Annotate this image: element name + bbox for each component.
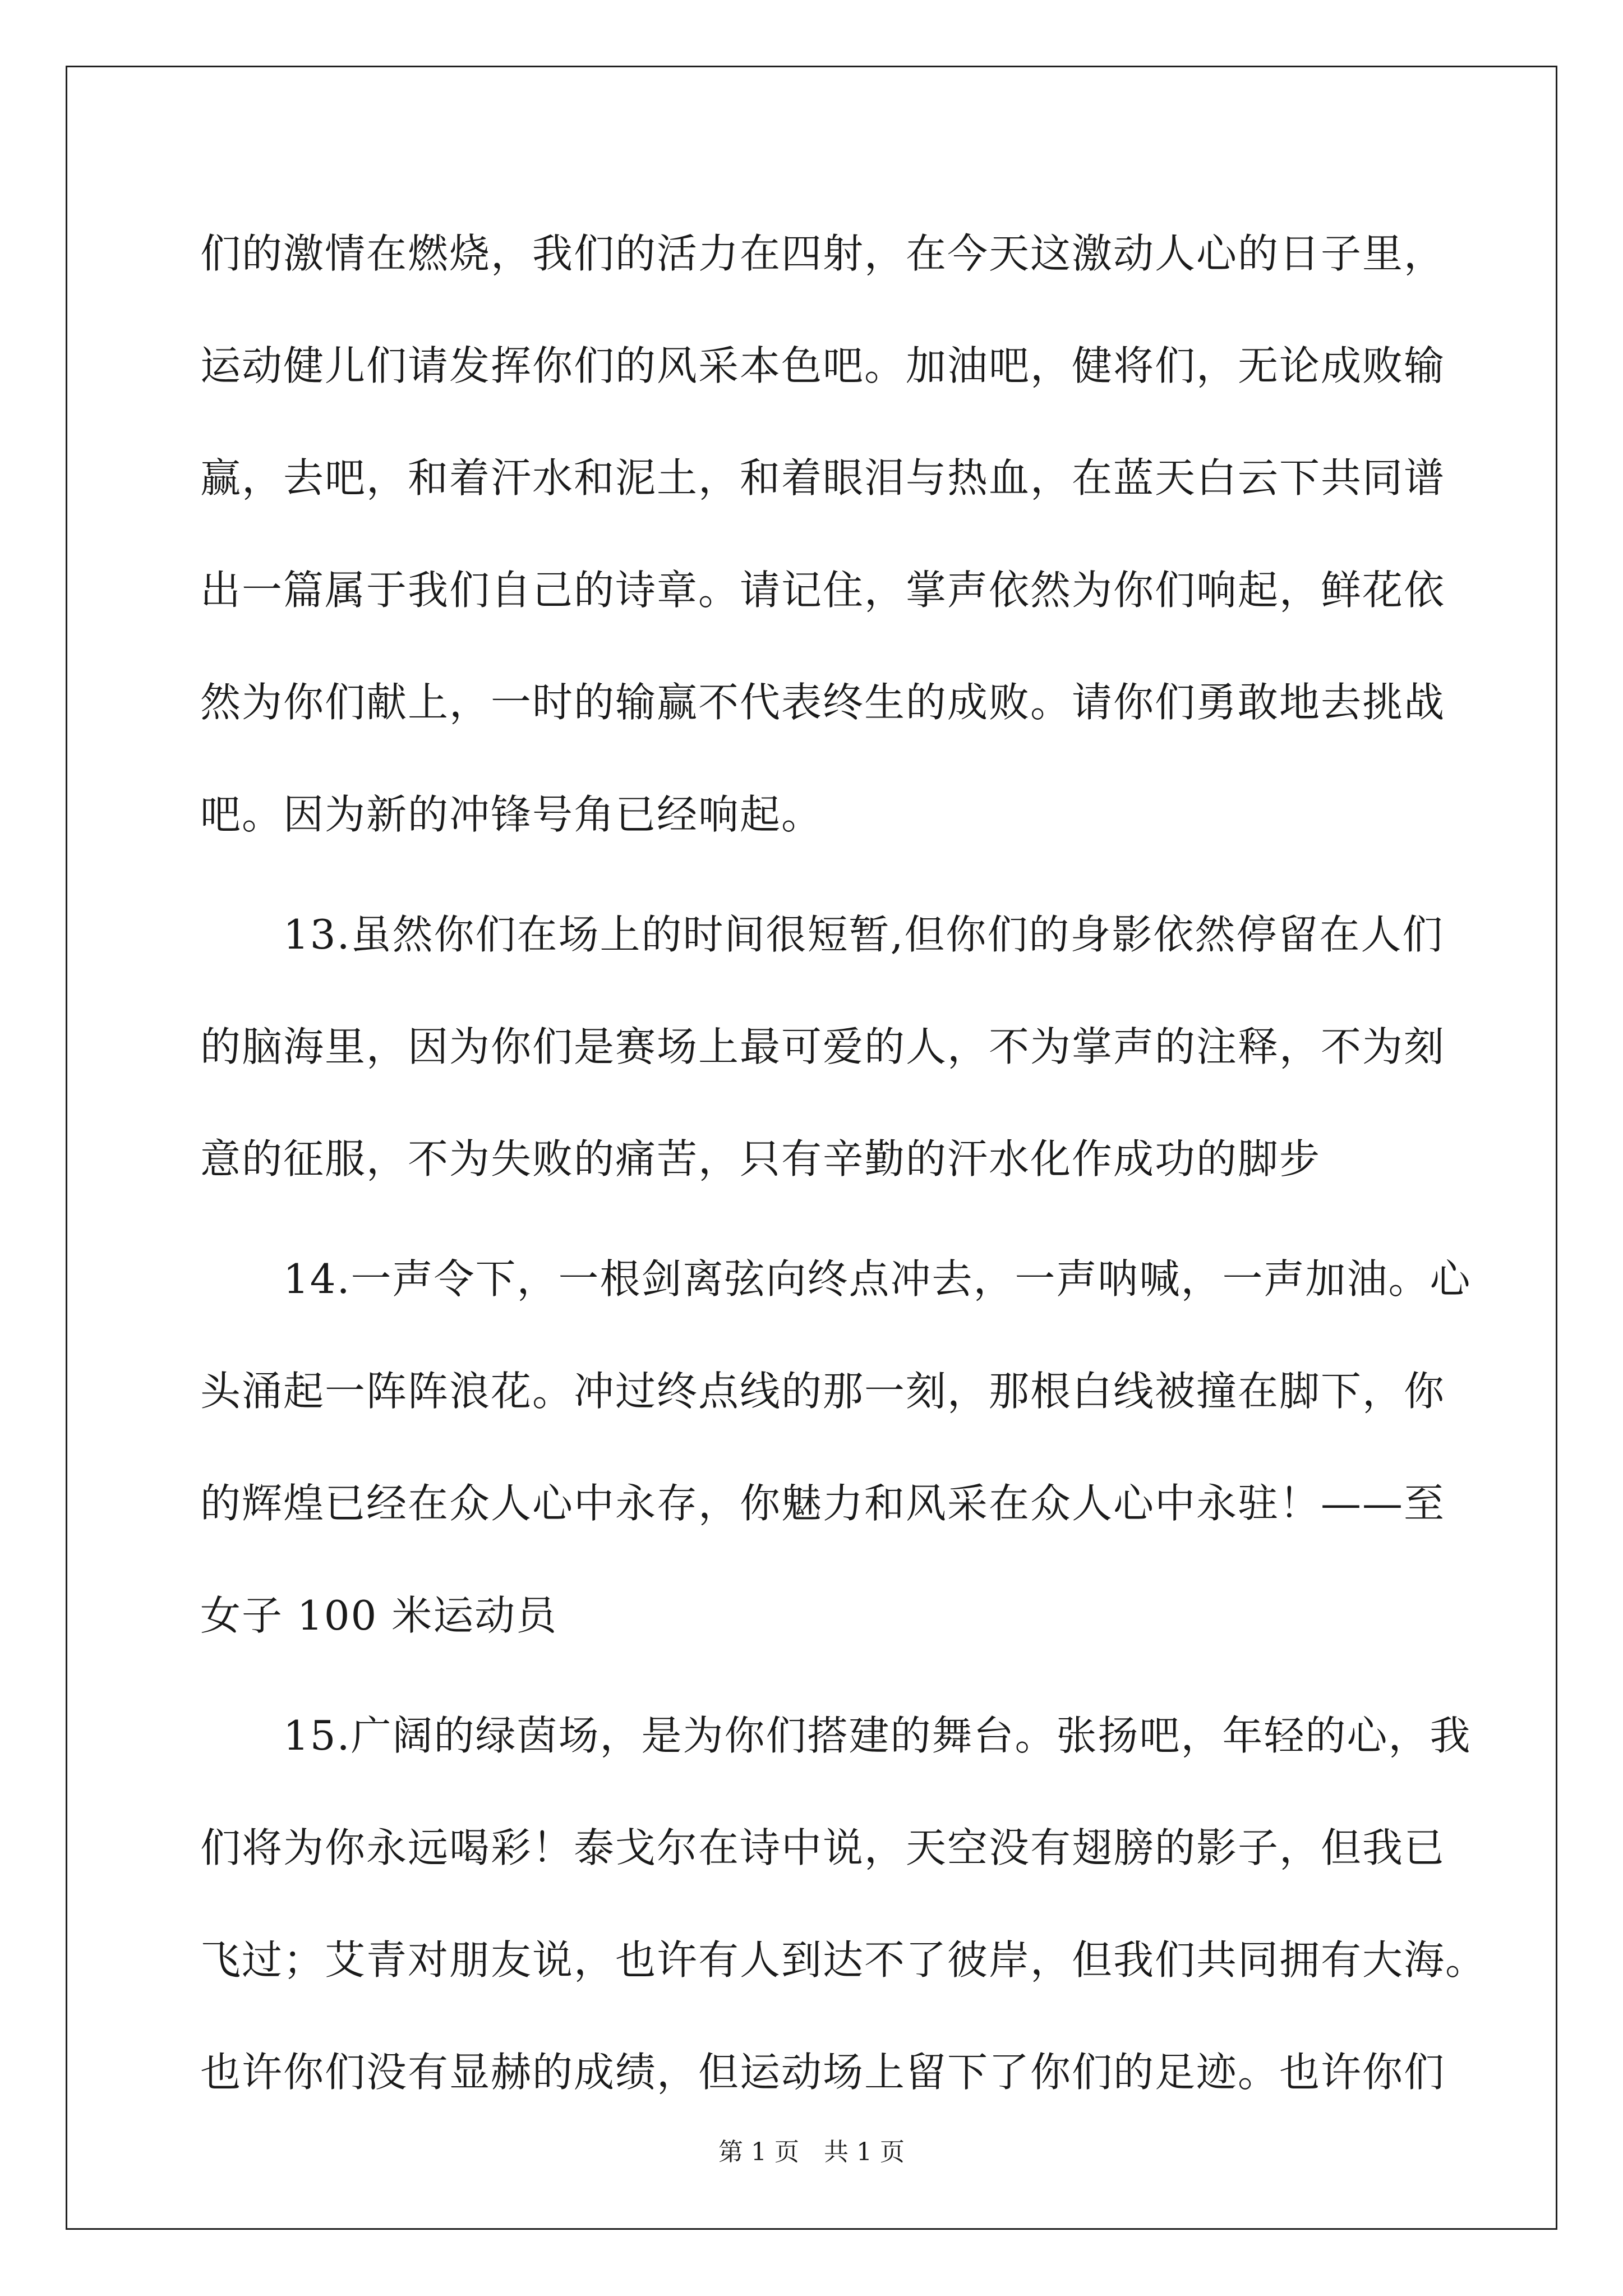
text-line: 13.虽然你们在场上的时间很短暂,但你们的身影依然停留在人们: [200, 911, 1444, 958]
text-line: 的辉煌已经在众人心中永存，你魅力和风采在众人心中永驻！——至: [200, 1480, 1446, 1527]
text-line: 吧。因为新的冲锋号角已经响起。: [200, 791, 823, 838]
page-number-footer: 第 1 页 共 1 页: [718, 2138, 905, 2166]
paragraph-15: [200, 1680, 1487, 2128]
text-line: 飞过；艾青对朋友说，也许有人到达不了彼岸，但我们共同拥有大海。: [200, 1936, 1487, 1984]
document-body: [200, 197, 1487, 2136]
text-line: 女子 100 米运动员: [200, 1592, 558, 1639]
text-line: 出一篇属于我们自己的诗章。请记住，掌声依然为你们响起，鲜花依: [200, 567, 1446, 614]
text-line: 然为你们献上，一时的输赢不代表终生的成败。请你们勇敢地去挑战: [200, 679, 1446, 726]
text-line: 赢，去吧，和着汗水和泥土，和着眼泪与热血，在蓝天白云下共同谱: [200, 454, 1446, 501]
text-line: 们的激情在燃烧，我们的活力在四射，在今天这激动人心的日子里，: [200, 230, 1446, 277]
text-line: 运动健儿们请发挥你们的风采本色吧。加油吧，健将们，无论成败输: [200, 342, 1446, 389]
text-line: 头涌起一阵阵浪花。冲过终点线的那一刻，那根白线被撞在脚下，你: [200, 1368, 1446, 1415]
text-line: 们将为你永远喝彩！泰戈尔在诗中说，天空没有翅膀的影子，但我已: [200, 1824, 1446, 1871]
text-line: 也许你们没有显赫的成绩，但运动场上留下了你们的足迹。也许你们: [200, 2049, 1446, 2096]
paragraph-13: [200, 878, 1446, 1215]
text-line: 15.广阔的绿茵场，是为你们搭建的舞台。张扬吧，年轻的心，我: [200, 1712, 1472, 1759]
paragraph-14: [200, 1223, 1472, 1672]
text-line: 意的征服，不为失败的痛苦，只有辛勤的汗水化作成功的脚步: [200, 1135, 1321, 1182]
text-line: 的脑海里，因为你们是赛场上最可爱的人，不为掌声的注释，不为刻: [200, 1023, 1446, 1070]
paragraph-intro: [200, 197, 1446, 871]
text-line: 14.一声令下，一根剑离弦向终点冲去，一声呐喊，一声加油。心: [200, 1255, 1472, 1303]
